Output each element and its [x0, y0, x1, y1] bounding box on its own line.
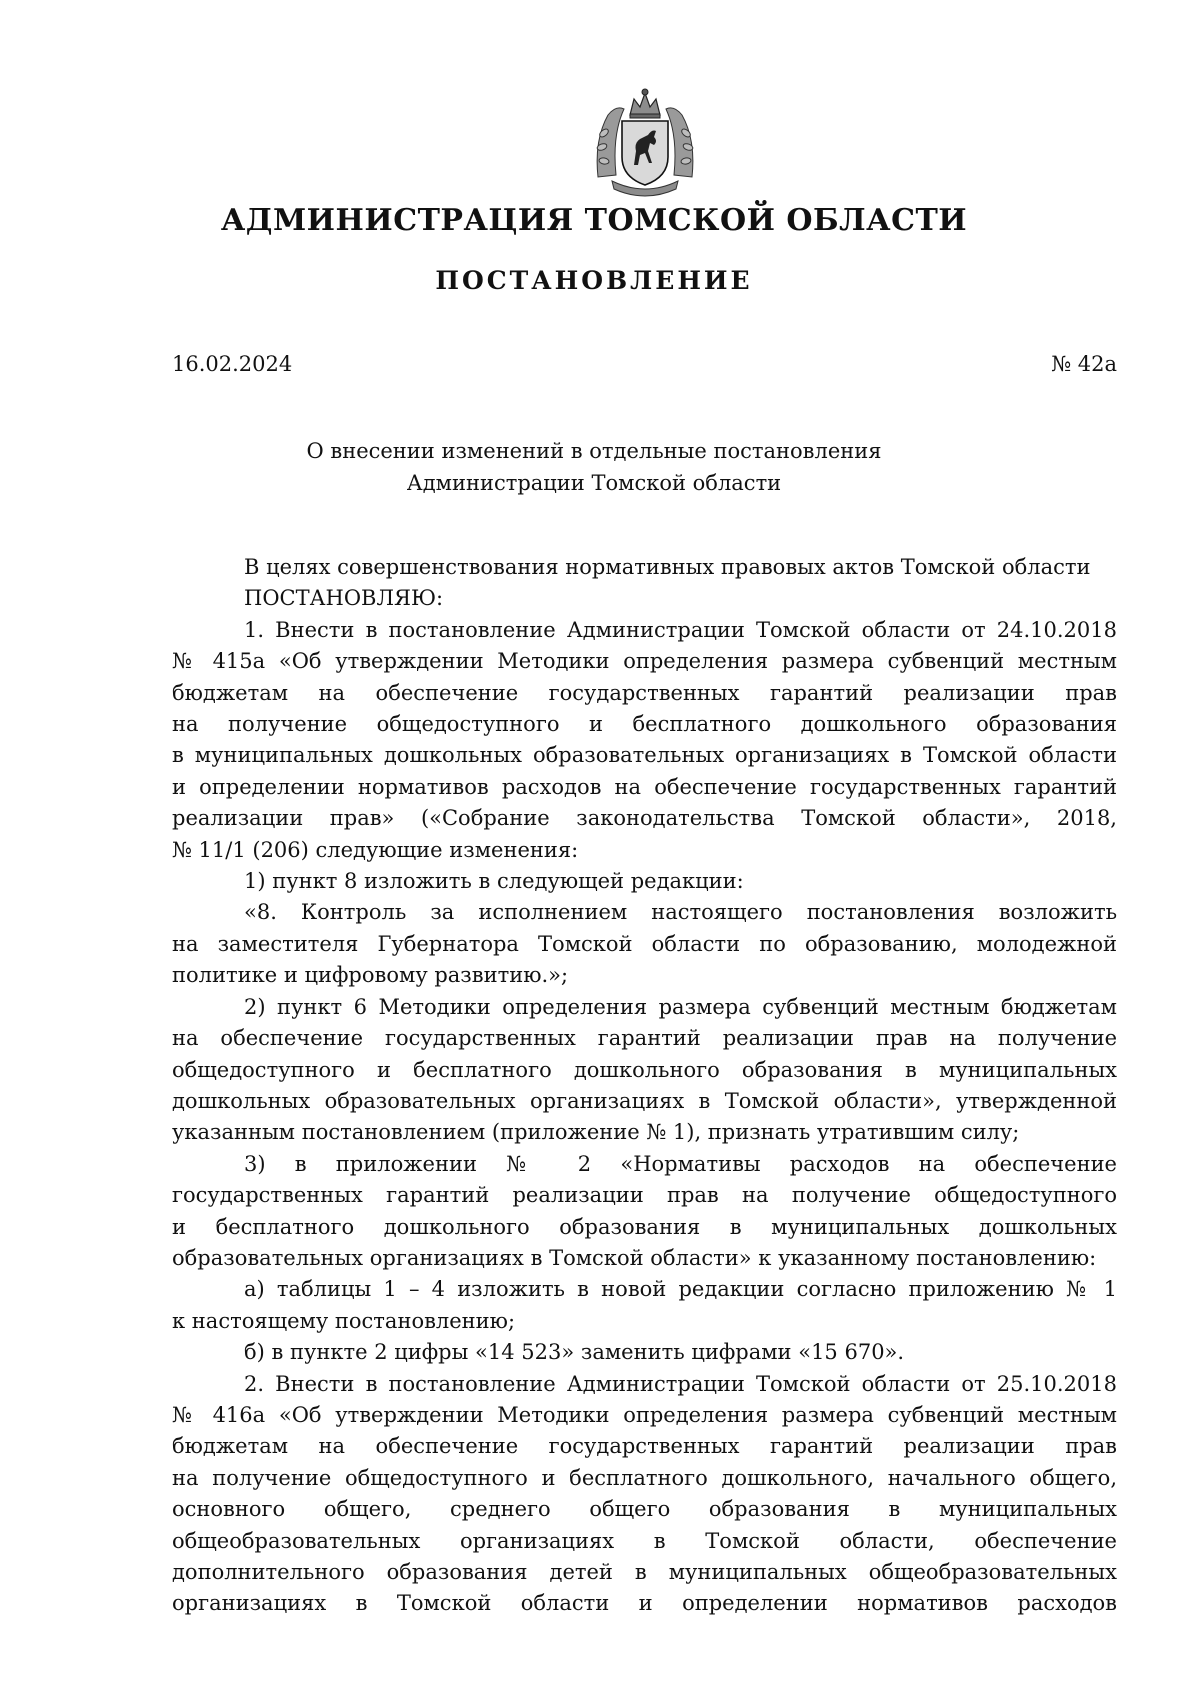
body-line: государственных гарантий реализации прав на получение общедоступного [172, 1183, 1117, 1208]
document-subject [0, 435, 1188, 499]
body-line: организациях в Томской области и определении нормативов расходов [172, 1591, 1117, 1616]
body-line: ПОСТАНОВЛЯЮ: [244, 586, 444, 611]
organization-title: АДМИНИСТРАЦИЯ ТОМСКОЙ ОБЛАСТИ [220, 203, 968, 238]
body-line: В целях совершенствования нормативных правовых актов Томской области [244, 555, 1091, 579]
body-line: а) таблицы 1 – 4 изложить в новой редакции согласно приложению № 1 [244, 1277, 1117, 1302]
body-line: политике и цифровому развитию.»; [172, 963, 569, 988]
body-line: 2) пункт 6 Методики определения размера субвенций местным бюджетам [244, 994, 1117, 1019]
body-line: реализации прав» («Собрание законодательства Томской области», 2018, [172, 806, 1117, 831]
tomsk-oblast-coat-of-arms-icon [590, 85, 700, 197]
subject-line: Администрации Томской области [406, 471, 782, 495]
body-line: бюджетам на обеспечение государственных гарантий реализации прав [172, 680, 1117, 705]
body-line: № 11/1 (206) следующие изменения: [172, 837, 579, 862]
body-line: № 415а «Об утверждении Методики определения размера субвенций местным [172, 649, 1117, 674]
body-line: указанным постановлением (приложение № 1), признать утратившим силу; [172, 1120, 1020, 1145]
body-line: и определении нормативов расходов на обеспечение государственных гарантий [172, 774, 1117, 799]
body-line: к настоящему постановлению; [172, 1308, 516, 1333]
body-line: общедоступного и бесплатного дошкольного образования в муниципальных [172, 1057, 1117, 1082]
body-line: в муниципальных дошкольных образовательных организациях в Томской области [172, 743, 1117, 768]
body-line: дополнительного образования детей в муниципальных общеобразовательных [172, 1560, 1117, 1584]
body-line: 1) пункт 8 изложить в следующей редакции: [244, 869, 744, 894]
body-line: на получение общедоступного и бесплатного дошкольного образования [172, 712, 1117, 737]
document-number: № 42а [1051, 352, 1117, 376]
document-body [172, 552, 1117, 1620]
body-line: и бесплатного дошкольного образования в муниципальных дошкольных [172, 1214, 1117, 1239]
body-line: № 416а «Об утверждении Методики определения размера субвенций местным [172, 1402, 1117, 1427]
body-line: общеобразовательных организациях в Томской области, обеспечение [172, 1528, 1117, 1553]
body-line: образовательных организациях в Томской области» к указанному постановлению: [172, 1245, 1097, 1270]
body-line: на заместителя Губернатора Томской области по образованию, молодежной [172, 931, 1117, 956]
body-line: 1. Внести в постановление Администрации Томской области от 24.10.2018 [244, 617, 1117, 642]
body-line: дошкольных образовательных организациях в Томской области», утвержденной [172, 1088, 1117, 1113]
body-line: б) в пункте 2 цифры «14 523» заменить цифрами «15 670». [244, 1340, 905, 1365]
body-line: основного общего, среднего общего образования в муниципальных [172, 1497, 1117, 1522]
document-type: ПОСТАНОВЛЕНИЕ [435, 266, 753, 295]
document-date: 16.02.2024 [172, 352, 293, 376]
body-line: бюджетам на обеспечение государственных гарантий реализации прав [172, 1434, 1117, 1459]
body-line: «8. Контроль за исполнением настоящего постановления возложить [244, 900, 1117, 925]
body-line: 3) в приложении № 2 «Нормативы расходов на обеспечение [244, 1151, 1117, 1176]
subject-line: О внесении изменений в отдельные постановления [306, 439, 882, 463]
body-line: 2. Внести в постановление Администрации Томской области от 25.10.2018 [244, 1371, 1117, 1396]
body-line: на обеспечение государственных гарантий реализации прав на получение [172, 1026, 1117, 1051]
body-line: на получение общедоступного и бесплатного дошкольного, начального общего, [172, 1465, 1117, 1490]
